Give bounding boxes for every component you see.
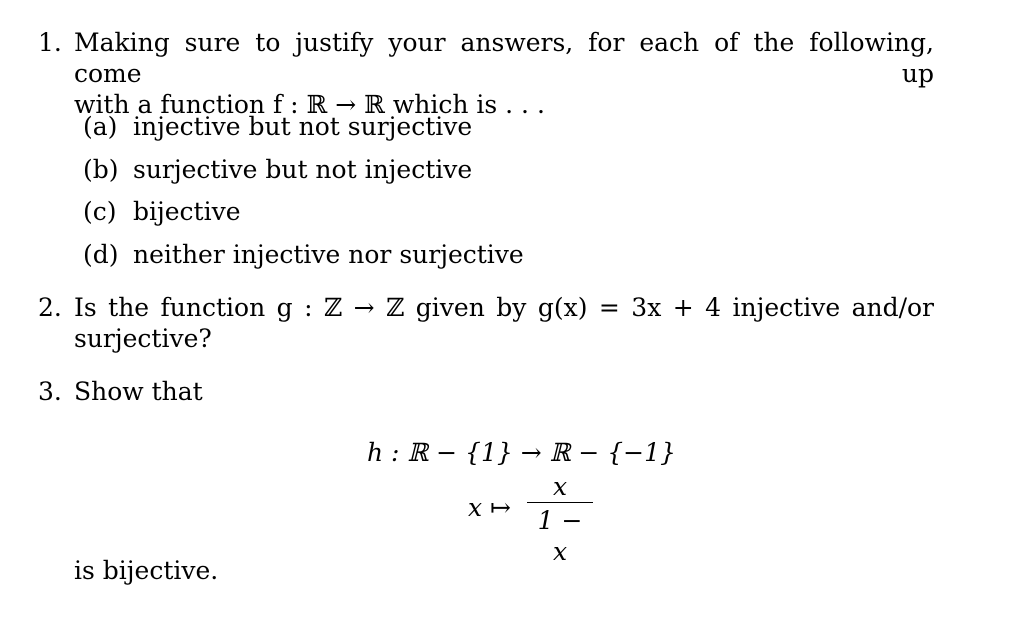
subpart-label: (b) (83, 155, 119, 184)
subpart-text: injective but not surjective (133, 112, 473, 141)
map-definition: h : ℝ − {1} → ℝ − {−1} (367, 438, 676, 467)
problem-line: Making sure to justify your answers, for each of the following, come up (74, 28, 934, 88)
subpart-label: (a) (83, 112, 118, 141)
problem-text (74, 555, 934, 586)
problem-number: 3. (38, 377, 62, 406)
problem-number: 2. (38, 293, 62, 322)
subpart-label: (d) (83, 240, 119, 269)
problem-line: surjective? (74, 324, 212, 353)
subpart-text: surjective but not injective (133, 155, 473, 184)
fraction-numerator: x (552, 472, 568, 501)
problem-text (74, 27, 934, 120)
problem-text (74, 292, 934, 354)
fraction-bar (527, 502, 593, 503)
problem-line: Show that (74, 377, 203, 406)
subpart-label: (c) (83, 197, 117, 226)
problem-line: is bijective. (74, 556, 219, 585)
problem-text (74, 376, 934, 407)
problem-line: Is the function g : ℤ → ℤ given by g(x) = 3x + 4 injective and/or (74, 293, 934, 322)
problem-number: 1. (38, 28, 62, 57)
subpart-text: bijective (133, 197, 241, 226)
problem-line: with a function f : ℝ → ℝ which is . . . (74, 90, 545, 119)
map-rule-arrow: x ↦ (468, 493, 511, 522)
fraction-denominator: 1 − x (537, 506, 583, 566)
subpart-text: neither injective nor surjective (133, 240, 524, 269)
